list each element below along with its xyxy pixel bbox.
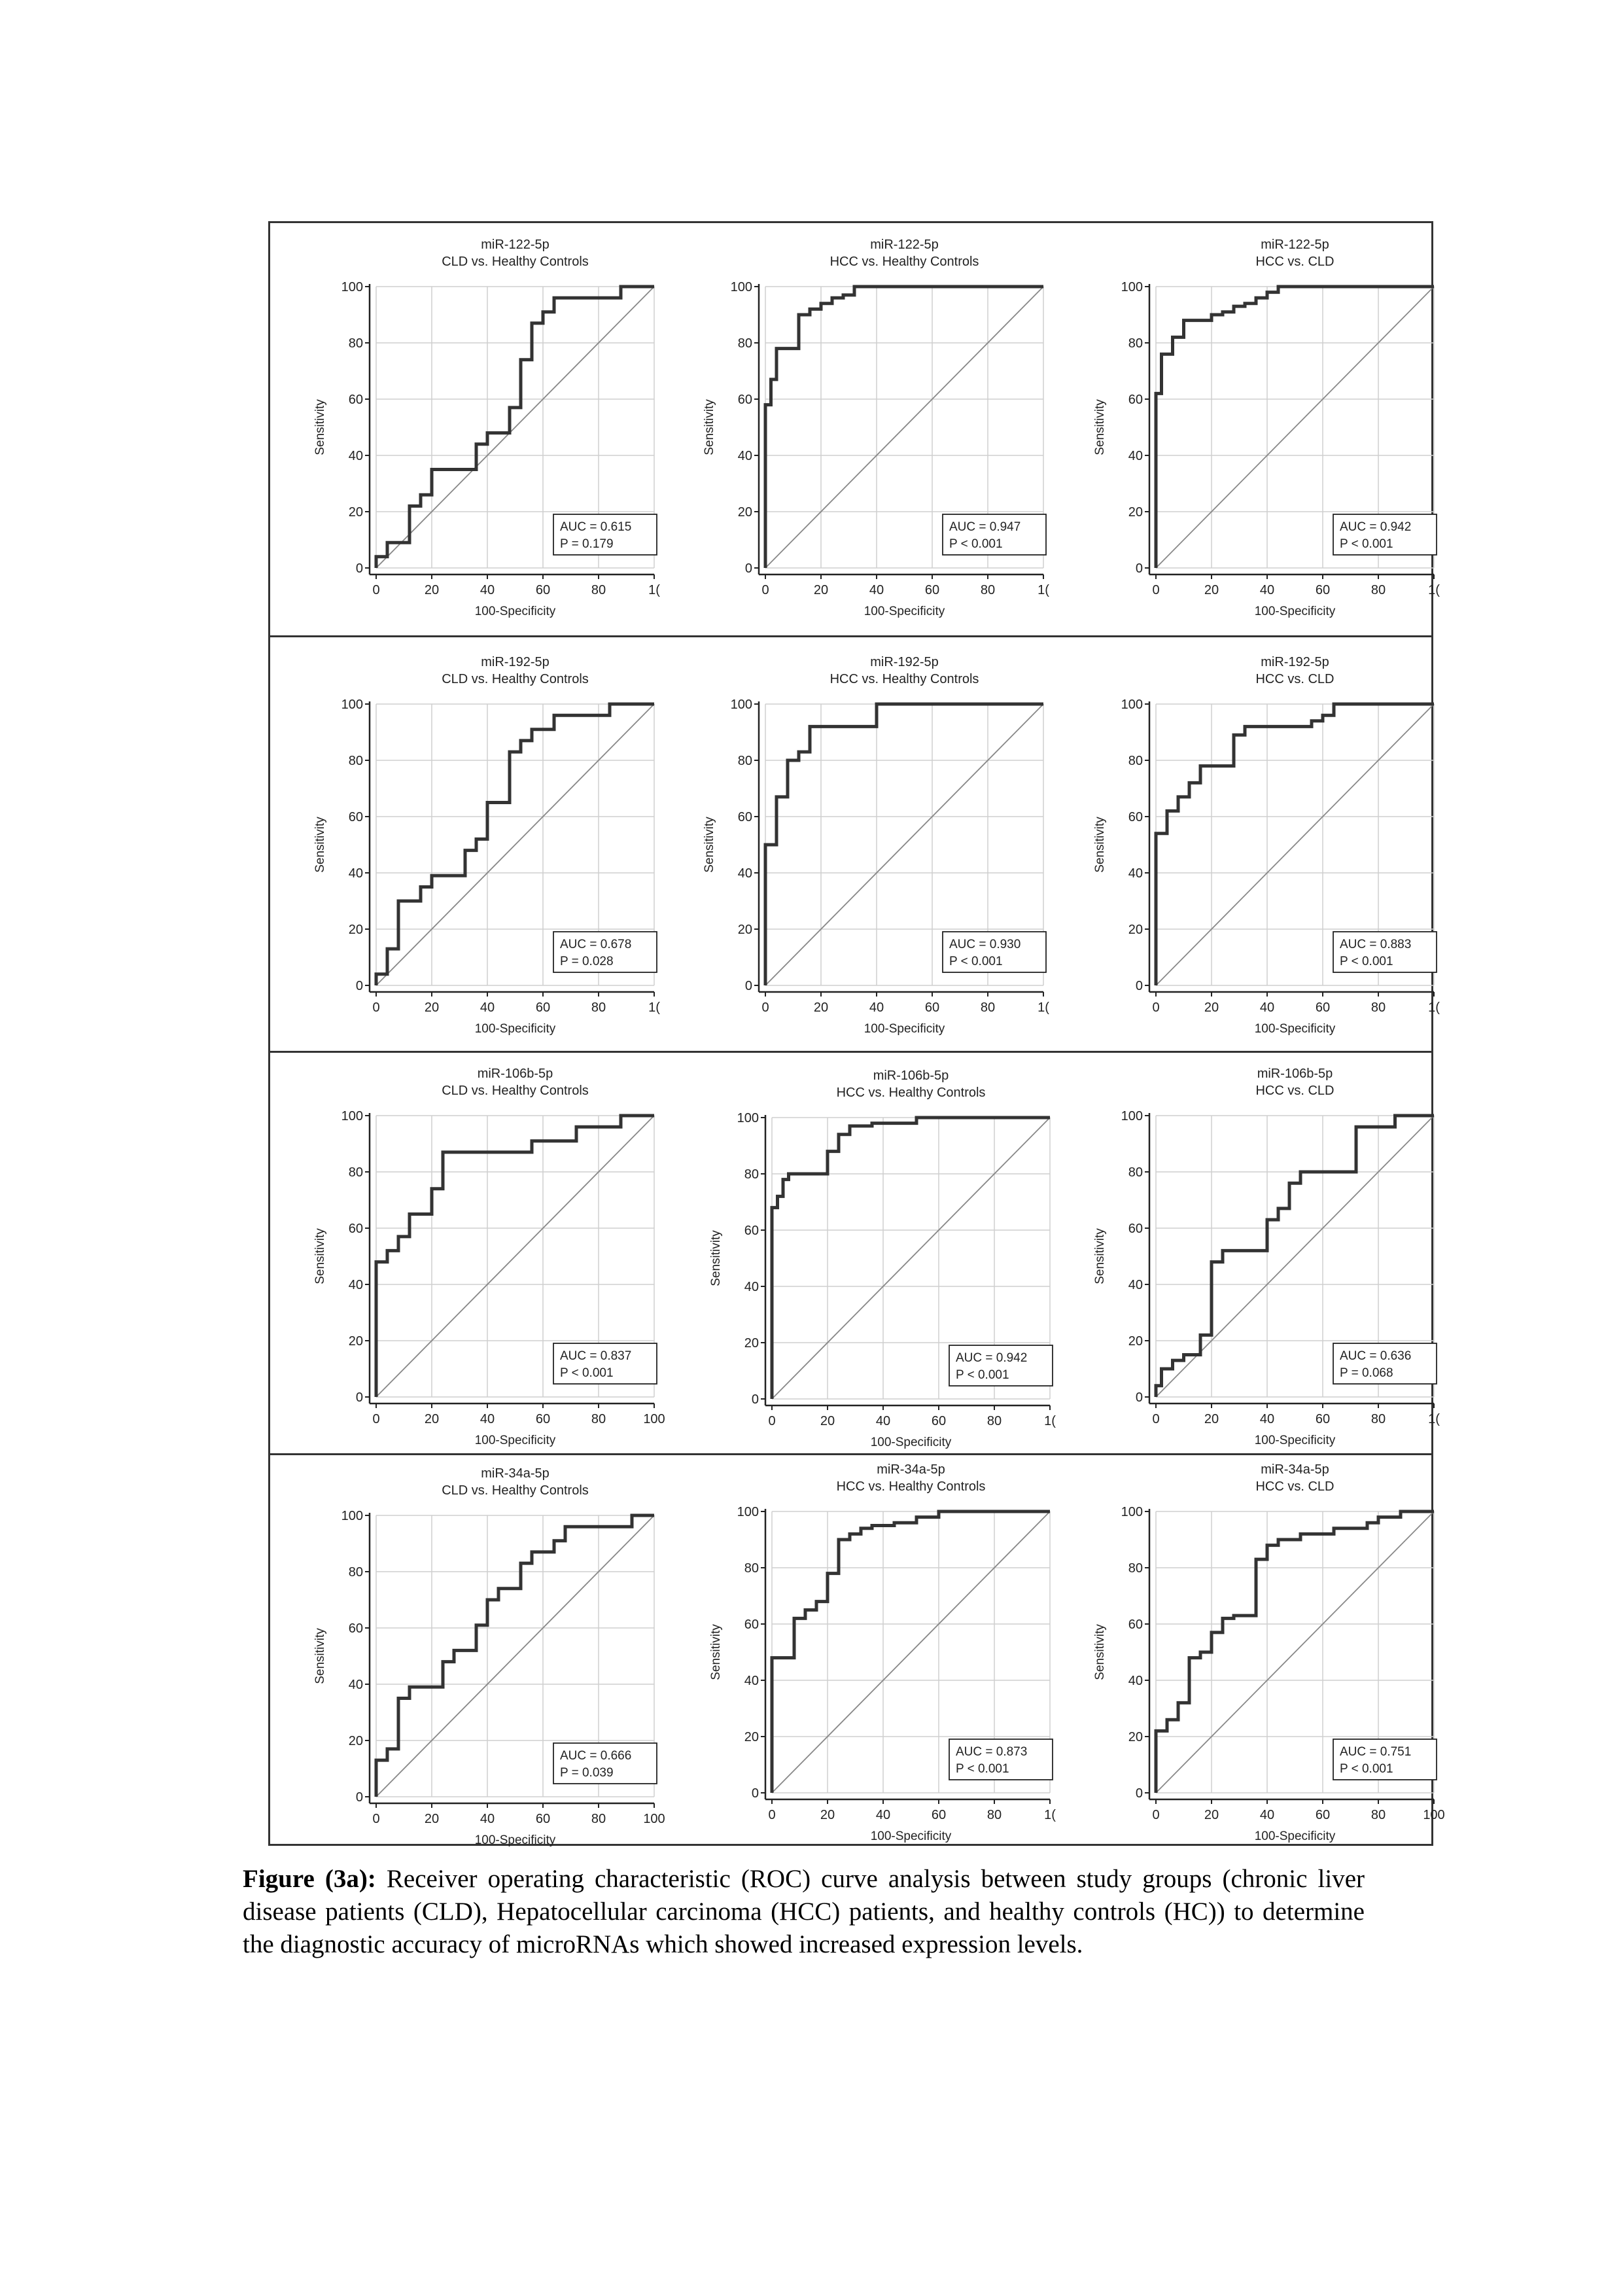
roc-chart-mir106b-hcc-hc xyxy=(689,1060,1068,1466)
y-axis-label: Sensitivity xyxy=(703,817,716,873)
x-tick-label: 60 xyxy=(924,583,940,597)
y-tick-label: 20 xyxy=(737,505,752,520)
auc-value: AUC = 0.615 xyxy=(560,520,632,534)
y-tick-label: 100 xyxy=(341,280,363,294)
x-axis-label: 100-Specificity xyxy=(1254,605,1336,618)
roc-chart-mir34a-hcc-cld xyxy=(1073,1454,1452,1860)
y-tick-label: 20 xyxy=(1128,505,1143,520)
y-tick-label: 80 xyxy=(744,1167,759,1182)
y-tick-label: 20 xyxy=(1128,1334,1143,1349)
row-divider xyxy=(270,635,1431,637)
y-tick-label: 40 xyxy=(744,1280,759,1294)
x-tick-label: 80 xyxy=(980,1000,996,1015)
x-axis-label: 100-Specificity xyxy=(864,1022,945,1036)
y-tick-label: 40 xyxy=(744,1674,759,1688)
p-value: P = 0.179 xyxy=(560,537,614,551)
chart-subtitle: CLD vs. Healthy Controls xyxy=(442,1483,589,1498)
x-tick-label: 60 xyxy=(931,1808,947,1822)
chart-subtitle: HCC vs. CLD xyxy=(1255,255,1335,269)
p-value: P < 0.001 xyxy=(949,537,1003,551)
x-tick-label: 20 xyxy=(820,1414,835,1428)
p-value: P = 0.068 xyxy=(1340,1366,1393,1380)
x-axis-label: 100-Specificity xyxy=(474,1833,556,1847)
y-tick-label: 0 xyxy=(751,1786,759,1801)
auc-value: AUC = 0.947 xyxy=(949,520,1021,534)
caption-label: Figure (3a): xyxy=(243,1865,376,1893)
x-tick-label: 80 xyxy=(591,1000,606,1015)
x-tick-label: 60 xyxy=(535,1812,551,1826)
y-axis-label: Sensitivity xyxy=(709,1624,723,1680)
chart-title: miR-192-5p xyxy=(870,655,939,669)
roc-chart-mir106b-cld-hc xyxy=(293,1058,672,1464)
chart-title: miR-106b-5p xyxy=(873,1069,949,1083)
x-tick-label: 80 xyxy=(1370,1412,1386,1426)
y-tick-label: 100 xyxy=(1121,1109,1143,1123)
auc-value: AUC = 0.751 xyxy=(1340,1745,1412,1759)
y-axis-label: Sensitivity xyxy=(1093,1624,1107,1680)
roc-chart-mir122-cld-hc xyxy=(293,229,672,635)
y-tick-label: 20 xyxy=(348,923,363,937)
chart-subtitle: HCC vs. Healthy Controls xyxy=(836,1086,986,1100)
y-axis-label: Sensitivity xyxy=(313,817,327,873)
x-tick-label: 1( xyxy=(1044,1414,1056,1428)
x-tick-label: 1( xyxy=(1428,1000,1440,1015)
y-tick-label: 100 xyxy=(341,1509,363,1523)
x-tick-label: 20 xyxy=(1204,1808,1219,1822)
y-tick-label: 0 xyxy=(355,561,363,576)
y-tick-label: 20 xyxy=(1128,1730,1143,1744)
y-tick-label: 40 xyxy=(1128,1278,1143,1292)
x-axis-label: 100-Specificity xyxy=(870,1436,952,1449)
chart-subtitle: CLD vs. Healthy Controls xyxy=(442,672,589,686)
x-tick-label: 80 xyxy=(591,583,606,597)
x-tick-label: 60 xyxy=(535,1000,551,1015)
y-tick-label: 60 xyxy=(737,810,752,824)
x-tick-label: 20 xyxy=(424,1000,440,1015)
roc-chart-mir192-hcc-hc xyxy=(682,646,1062,1052)
y-axis-label: Sensitivity xyxy=(313,1628,327,1684)
x-tick-label: 20 xyxy=(1204,583,1219,597)
y-tick-label: 0 xyxy=(744,979,752,993)
x-axis-label: 100-Specificity xyxy=(864,605,945,618)
roc-chart-mir122-hcc-cld xyxy=(1073,229,1452,635)
x-tick-label: 1( xyxy=(1038,1000,1049,1015)
y-tick-label: 60 xyxy=(1128,1222,1143,1236)
x-axis-label: 100-Specificity xyxy=(474,1022,556,1036)
x-tick-label: 20 xyxy=(424,583,440,597)
auc-value: AUC = 0.636 xyxy=(1340,1349,1412,1363)
x-tick-label: 0 xyxy=(768,1808,776,1822)
p-value: P < 0.001 xyxy=(1340,1762,1393,1776)
p-value: P < 0.001 xyxy=(560,1366,614,1380)
y-tick-label: 0 xyxy=(1135,561,1143,576)
x-tick-label: 60 xyxy=(931,1414,947,1428)
y-tick-label: 100 xyxy=(730,280,752,294)
x-tick-label: 40 xyxy=(875,1808,891,1822)
chart-title: miR-192-5p xyxy=(481,655,550,669)
x-tick-label: 40 xyxy=(480,1000,495,1015)
y-tick-label: 60 xyxy=(1128,393,1143,407)
y-tick-label: 80 xyxy=(348,1165,363,1180)
y-tick-label: 100 xyxy=(737,1505,759,1519)
x-tick-label: 80 xyxy=(1370,1808,1386,1822)
y-axis-label: Sensitivity xyxy=(1093,1228,1107,1284)
x-tick-label: 0 xyxy=(372,1812,380,1826)
chart-subtitle: HCC vs. Healthy Controls xyxy=(829,672,979,686)
x-tick-label: 40 xyxy=(1259,583,1275,597)
roc-chart-mir106b-hcc-cld xyxy=(1073,1058,1452,1464)
x-tick-label: 1( xyxy=(1428,583,1440,597)
x-tick-label: 0 xyxy=(372,1412,380,1426)
y-tick-label: 80 xyxy=(1128,754,1143,768)
x-axis-label: 100-Specificity xyxy=(474,1434,556,1447)
x-tick-label: 40 xyxy=(1259,1808,1275,1822)
roc-chart-mir192-hcc-cld xyxy=(1073,646,1452,1052)
x-tick-label: 20 xyxy=(424,1412,440,1426)
x-tick-label: 60 xyxy=(535,1412,551,1426)
x-tick-label: 40 xyxy=(869,1000,884,1015)
chart-title: miR-192-5p xyxy=(1261,655,1329,669)
y-axis-label: Sensitivity xyxy=(313,399,327,455)
x-tick-label: 1( xyxy=(1428,1412,1440,1426)
y-tick-label: 80 xyxy=(348,754,363,768)
x-tick-label: 40 xyxy=(1259,1000,1275,1015)
y-tick-label: 60 xyxy=(348,1621,363,1636)
y-tick-label: 0 xyxy=(355,1390,363,1405)
y-tick-label: 100 xyxy=(730,698,752,712)
x-tick-label: 80 xyxy=(980,583,996,597)
x-tick-label: 40 xyxy=(875,1414,891,1428)
x-tick-label: 60 xyxy=(1315,1000,1331,1015)
auc-value: AUC = 0.678 xyxy=(560,938,632,951)
x-tick-label: 20 xyxy=(1204,1412,1219,1426)
y-tick-label: 40 xyxy=(348,866,363,881)
y-tick-label: 20 xyxy=(348,1734,363,1748)
y-tick-label: 60 xyxy=(1128,810,1143,824)
x-tick-label: 40 xyxy=(869,583,884,597)
x-tick-label: 100 xyxy=(643,1412,665,1426)
roc-chart-mir122-hcc-hc xyxy=(682,229,1062,635)
y-tick-label: 60 xyxy=(1128,1617,1143,1632)
roc-chart-mir192-cld-hc xyxy=(293,646,672,1052)
x-tick-label: 0 xyxy=(768,1414,776,1428)
y-tick-label: 40 xyxy=(1128,1674,1143,1688)
y-tick-label: 0 xyxy=(355,1790,363,1805)
chart-subtitle: HCC vs. Healthy Controls xyxy=(836,1479,986,1494)
x-tick-label: 40 xyxy=(480,583,495,597)
y-tick-label: 0 xyxy=(1135,1786,1143,1801)
auc-value: AUC = 0.942 xyxy=(956,1351,1028,1365)
x-tick-label: 0 xyxy=(372,1000,380,1015)
x-tick-label: 80 xyxy=(986,1808,1002,1822)
chart-title: miR-34a-5p xyxy=(481,1466,550,1481)
chart-subtitle: HCC vs. CLD xyxy=(1255,1084,1335,1098)
x-tick-label: 60 xyxy=(1315,1808,1331,1822)
y-tick-label: 80 xyxy=(1128,336,1143,351)
y-axis-label: Sensitivity xyxy=(709,1230,723,1286)
p-value: P = 0.028 xyxy=(560,955,614,968)
y-tick-label: 40 xyxy=(737,866,752,881)
y-tick-label: 40 xyxy=(348,1278,363,1292)
x-tick-label: 0 xyxy=(372,583,380,597)
x-tick-label: 20 xyxy=(820,1808,835,1822)
y-tick-label: 0 xyxy=(744,561,752,576)
y-tick-label: 40 xyxy=(1128,866,1143,881)
x-tick-label: 0 xyxy=(1152,1000,1160,1015)
y-axis-label: Sensitivity xyxy=(1093,399,1107,455)
y-tick-label: 60 xyxy=(744,1224,759,1238)
y-tick-label: 80 xyxy=(1128,1165,1143,1180)
x-tick-label: 40 xyxy=(480,1412,495,1426)
chart-title: miR-122-5p xyxy=(481,238,550,252)
x-axis-label: 100-Specificity xyxy=(1254,1829,1336,1843)
x-tick-label: 0 xyxy=(761,583,769,597)
y-tick-label: 20 xyxy=(744,1730,759,1744)
auc-value: AUC = 0.873 xyxy=(956,1745,1028,1759)
auc-value: AUC = 0.666 xyxy=(560,1749,632,1763)
x-tick-label: 100 xyxy=(643,1812,665,1826)
p-value: P < 0.001 xyxy=(1340,537,1393,551)
x-tick-label: 1( xyxy=(648,583,660,597)
x-tick-label: 0 xyxy=(761,1000,769,1015)
y-tick-label: 40 xyxy=(737,449,752,463)
chart-title: miR-122-5p xyxy=(1261,238,1329,252)
y-tick-label: 0 xyxy=(1135,1390,1143,1405)
x-tick-label: 20 xyxy=(424,1812,440,1826)
x-tick-label: 60 xyxy=(1315,583,1331,597)
y-tick-label: 100 xyxy=(1121,1505,1143,1519)
y-tick-label: 20 xyxy=(737,923,752,937)
roc-chart-mir34a-cld-hc xyxy=(293,1458,672,1863)
auc-value: AUC = 0.942 xyxy=(1340,520,1412,534)
p-value: P < 0.001 xyxy=(956,1762,1009,1776)
auc-value: AUC = 0.930 xyxy=(949,938,1021,951)
x-tick-label: 80 xyxy=(591,1412,606,1426)
p-value: P < 0.001 xyxy=(949,955,1003,968)
x-tick-label: 20 xyxy=(813,1000,829,1015)
y-tick-label: 100 xyxy=(1121,280,1143,294)
x-tick-label: 1( xyxy=(648,1000,660,1015)
x-tick-label: 80 xyxy=(1370,583,1386,597)
chart-subtitle: HCC vs. CLD xyxy=(1255,1479,1335,1494)
y-tick-label: 20 xyxy=(348,505,363,520)
y-tick-label: 60 xyxy=(348,1222,363,1236)
y-tick-label: 80 xyxy=(744,1561,759,1576)
y-tick-label: 40 xyxy=(348,449,363,463)
x-tick-label: 80 xyxy=(591,1812,606,1826)
y-tick-label: 40 xyxy=(1128,449,1143,463)
chart-title: miR-34a-5p xyxy=(1261,1462,1329,1477)
caption-text: Receiver operating characteristic (ROC) curve analysis between study groups (chronic liver disease patients (CLD), Hepatocellular carcinoma (HCC) patients, and healthy controls (HC)) to determine the diagnostic accuracy of microRNAs which showed increased expression levels. xyxy=(243,1865,1365,1958)
y-tick-label: 80 xyxy=(348,336,363,351)
y-tick-label: 100 xyxy=(341,1109,363,1123)
x-tick-label: 0 xyxy=(1152,583,1160,597)
x-axis-label: 100-Specificity xyxy=(1254,1022,1336,1036)
x-tick-label: 20 xyxy=(813,583,829,597)
chart-subtitle: CLD vs. Healthy Controls xyxy=(442,1084,589,1098)
y-axis-label: Sensitivity xyxy=(313,1228,327,1284)
y-tick-label: 100 xyxy=(341,698,363,712)
y-tick-label: 100 xyxy=(737,1111,759,1125)
y-axis-label: Sensitivity xyxy=(1093,817,1107,873)
y-axis-label: Sensitivity xyxy=(703,399,716,455)
x-axis-label: 100-Specificity xyxy=(870,1829,952,1843)
x-tick-label: 1( xyxy=(1038,583,1049,597)
figure-caption xyxy=(243,1863,1365,1961)
x-tick-label: 100 xyxy=(1423,1808,1445,1822)
p-value: P < 0.001 xyxy=(956,1368,1009,1382)
y-tick-label: 40 xyxy=(348,1678,363,1692)
x-tick-label: 0 xyxy=(1152,1412,1160,1426)
chart-title: miR-106b-5p xyxy=(477,1067,553,1081)
x-tick-label: 40 xyxy=(480,1812,495,1826)
x-tick-label: 60 xyxy=(1315,1412,1331,1426)
x-axis-label: 100-Specificity xyxy=(1254,1434,1336,1447)
chart-subtitle: CLD vs. Healthy Controls xyxy=(442,255,589,269)
y-tick-label: 80 xyxy=(1128,1561,1143,1576)
y-tick-label: 60 xyxy=(744,1617,759,1632)
chart-title: miR-34a-5p xyxy=(877,1462,945,1477)
y-tick-label: 0 xyxy=(1135,979,1143,993)
x-tick-label: 1( xyxy=(1044,1808,1056,1822)
auc-value: AUC = 0.883 xyxy=(1340,938,1412,951)
y-tick-label: 100 xyxy=(1121,698,1143,712)
y-tick-label: 80 xyxy=(737,754,752,768)
y-tick-label: 0 xyxy=(751,1392,759,1407)
x-tick-label: 80 xyxy=(1370,1000,1386,1015)
y-tick-label: 20 xyxy=(1128,923,1143,937)
y-tick-label: 80 xyxy=(737,336,752,351)
y-tick-label: 20 xyxy=(348,1334,363,1349)
y-tick-label: 80 xyxy=(348,1565,363,1580)
chart-title: miR-106b-5p xyxy=(1257,1067,1333,1081)
p-value: P < 0.001 xyxy=(1340,955,1393,968)
x-axis-label: 100-Specificity xyxy=(474,605,556,618)
x-tick-label: 0 xyxy=(1152,1808,1160,1822)
chart-subtitle: HCC vs. Healthy Controls xyxy=(829,255,979,269)
roc-chart-mir34a-hcc-hc xyxy=(689,1454,1068,1860)
y-tick-label: 60 xyxy=(737,393,752,407)
x-tick-label: 20 xyxy=(1204,1000,1219,1015)
chart-subtitle: HCC vs. CLD xyxy=(1255,672,1335,686)
y-tick-label: 0 xyxy=(355,979,363,993)
p-value: P = 0.039 xyxy=(560,1766,614,1780)
x-tick-label: 60 xyxy=(535,583,551,597)
x-tick-label: 40 xyxy=(1259,1412,1275,1426)
chart-title: miR-122-5p xyxy=(870,238,939,252)
x-tick-label: 60 xyxy=(924,1000,940,1015)
y-tick-label: 60 xyxy=(348,810,363,824)
x-tick-label: 80 xyxy=(986,1414,1002,1428)
y-tick-label: 60 xyxy=(348,393,363,407)
auc-value: AUC = 0.837 xyxy=(560,1349,632,1363)
y-tick-label: 20 xyxy=(744,1336,759,1351)
